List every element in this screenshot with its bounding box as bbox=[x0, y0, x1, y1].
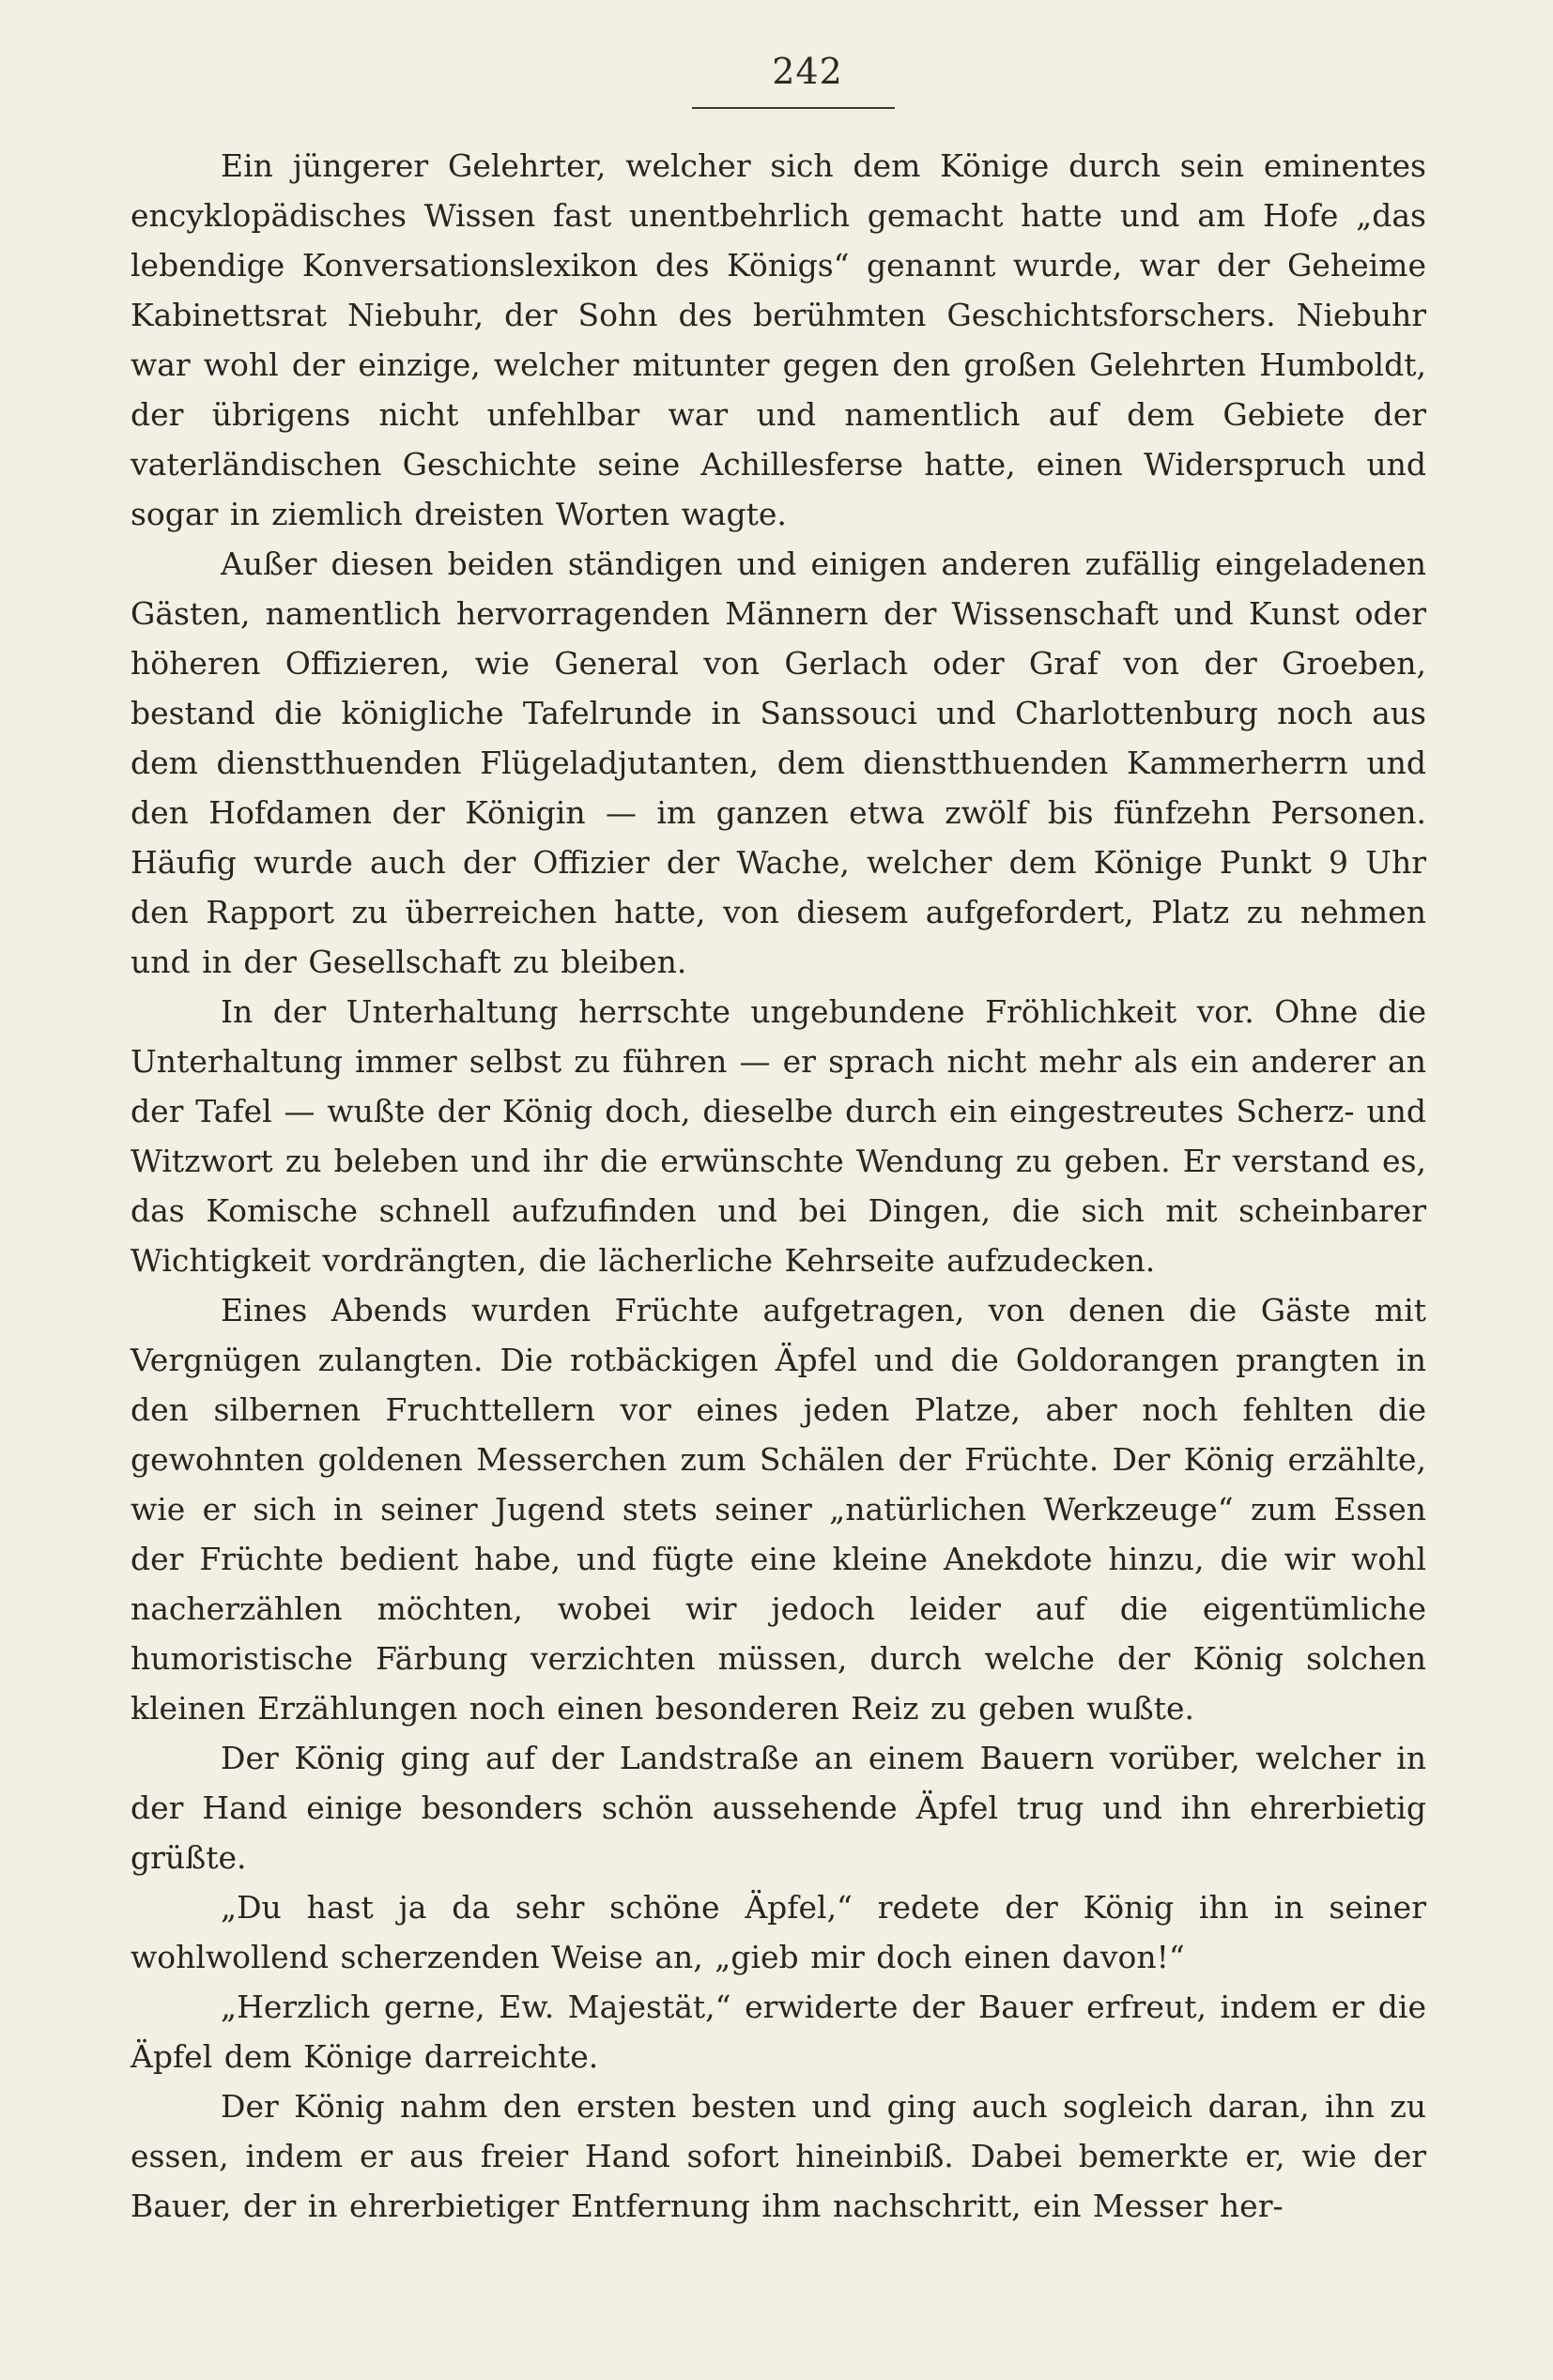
body-text bbox=[131, 141, 1426, 2231]
paragraph: Der König nahm den ersten besten und ging auch sogleich daran, ihn zu essen, indem er aus freier Hand sofort hineinbiß. Dabei bemerkte er, wie der Bauer, der in ehrerbietiger Entfernung ihm nachschritt, ein Messer her- bbox=[131, 2088, 1426, 2224]
paragraph: „Du hast ja da sehr schöne Äpfel,“ redete der König ihn in seiner wohlwollend scherzenden Weise an, „gieb mir doch einen davon!“ bbox=[131, 1889, 1426, 1975]
page-number: 242 bbox=[772, 51, 843, 92]
paragraph: Der König ging auf der Landstraße an einem Bauern vorüber, welcher in der Hand einige besonders schön aussehende Äpfel trug und ihn ehrerbietig grüßte. bbox=[131, 1740, 1426, 1876]
paragraph: „Herzlich gerne, Ew. Majestät,“ erwiderte der Bauer erfreut, indem er die Äpfel dem Könige darreichte. bbox=[131, 1988, 1426, 2075]
paragraph: Eines Abends wurden Früchte aufgetragen, von denen die Gäste mit Vergnügen zulangten. Die rotbäckigen Äpfel und die Goldorangen prangten in den silbernen Fruchttellern vor eines jeden Platze, aber noch fehlten die gewohnten goldenen Messerchen zum Schälen der Früchte. Der König erzählte, wie er sich in seiner Jugend stets seiner „natürlichen Werkzeuge“ zum Essen der Früchte bedient habe, und fügte eine kleine Anekdote hinzu, die wir wohl nacherzählen möchten, wobei wir jedoch leider auf die eigentümliche humoristische Färbung verzichten müssen, durch welche der König solchen kleinen Erzählungen noch einen besonderen Reiz zu geben wußte. bbox=[131, 1292, 1426, 1727]
paragraph: Ein jüngerer Gelehrter, welcher sich dem Könige durch sein eminentes encyklopädisches Wissen fast unentbehrlich gemacht hatte und am Hofe „das lebendige Konversationslexikon des Königs“ genannt wurde, war der Geheime Kabinettsrat Niebuhr, der Sohn des berühmten Geschichtsforschers. Niebuhr war wohl der einzige, welcher mitunter gegen den großen Gelehrten Humboldt, der übrigens nicht unfehlbar war und namentlich auf dem Gebiete der vaterländischen Geschichte seine Achillesferse hatte, einen Widerspruch und sogar in ziemlich dreisten Worten wagte. bbox=[131, 147, 1426, 532]
paragraph: Außer diesen beiden ständigen und einigen anderen zufällig eingeladenen Gästen, namentlich hervorragenden Männern der Wissenschaft und Kunst oder höheren Offizieren, wie General von Gerlach oder Graf von der Groeben, bestand die königliche Tafelrunde in Sanssouci und Charlottenburg noch aus dem dienstthuenden Flügeladjutanten, dem dienstthuenden Kammerherrn und den Hofdamen der Königin — im ganzen etwa zwölf bis fünfzehn Personen. Häufig wurde auch der Offizier der Wache, welcher dem Könige Punkt 9 Uhr den Rapport zu überreichen hatte, von diesem aufgefordert, Platz zu nehmen und in der Gesellschaft zu bleiben. bbox=[131, 545, 1426, 980]
header-rule bbox=[692, 107, 895, 109]
paragraph: In der Unterhaltung herrschte ungebundene Fröhlichkeit vor. Ohne die Unterhaltung immer selbst zu führen — er sprach nicht mehr als ein anderer an der Tafel — wußte der König doch, dieselbe durch ein eingestreutes Scherz- und Witzwort zu beleben und ihr die erwünschte Wendung zu geben. Er verstand es, das Komische schnell aufzufinden und bei Dingen, die sich mit scheinbarer Wichtigkeit vordrängten, die lächerliche Kehrseite aufzudecken. bbox=[131, 993, 1426, 1279]
